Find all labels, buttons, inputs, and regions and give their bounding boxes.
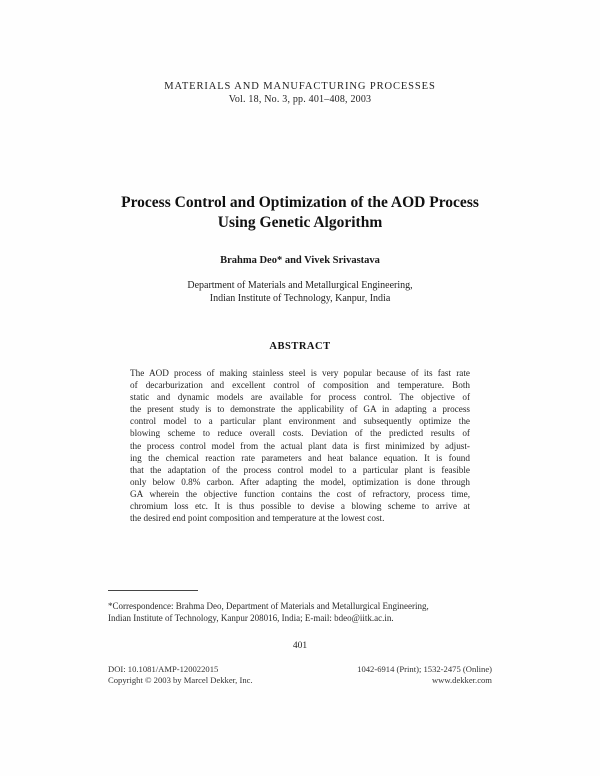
footnote-line-2: Indian Institute of Technology, Kanpur 208016, India; E-mail: bdeo@iitk.ac.in. (108, 613, 394, 623)
correspondence-footnote (108, 600, 492, 624)
article-title-line-2: Using Genetic Algorithm (217, 214, 383, 231)
affiliation-line-1: Department of Materials and Metallurgical Engineering, (187, 280, 413, 291)
abstract-line: the process control model from the actual plant data is first minimized by adjust- (130, 440, 470, 451)
journal-name: MATERIALS AND MANUFACTURING PROCESSES (164, 81, 436, 92)
article-title (0, 193, 600, 233)
abstract-line: control model to a particular plant environment and subsequently optimize the (130, 416, 470, 427)
abstract-line: that the adaptation of the process control model to a particular plant is feasible (130, 464, 470, 475)
abstract-line: of decarburization and excellent control of composition and temperature. Both (130, 380, 470, 391)
journal-volume: Vol. 18, No. 3, pp. 401–408, 2003 (228, 94, 372, 105)
abstract-line: GA wherein the objective function contains the cost of refractory, process time, (130, 488, 470, 499)
doi-block (108, 664, 253, 686)
affiliation (0, 279, 600, 305)
page-number: 401 (292, 641, 308, 651)
authors: Brahma Deo* and Vivek Srivastava (220, 255, 380, 266)
issn: 1042-6914 (Print); 1532-2475 (Online) (357, 664, 492, 674)
publisher-website: www.dekker.com (431, 675, 492, 685)
affiliation-line-2: Indian Institute of Technology, Kanpur, India (209, 293, 391, 304)
abstract-line: blowing scheme to reduce overall costs. Deviation of the predicted results of (130, 428, 470, 439)
abstract-body (130, 367, 470, 524)
footnote-line-1: *Correspondence: Brahma Deo, Department of Materials and Metallurgical Engineering, (108, 601, 429, 611)
issn-block (357, 664, 492, 686)
copyright: Copyright © 2003 by Marcel Dekker, Inc. (108, 675, 253, 685)
abstract-line: ing the chemical reaction rate parameters and heat balance equation. It is found (130, 452, 470, 463)
abstract-heading: ABSTRACT (269, 341, 331, 352)
journal-header (0, 80, 600, 106)
abstract-line: The AOD process of making stainless steel is very popular because of its fast rate (130, 368, 470, 378)
footnote-divider (108, 590, 198, 591)
abstract-line: chromium loss etc. It is thus possible to devise a blowing scheme to arrive at (130, 501, 470, 512)
article-title-line-1: Process Control and Optimization of the AOD Process (121, 194, 479, 211)
abstract-line: the desired end point composition and temperature at the lowest cost. (130, 513, 385, 524)
abstract-line: the present study is to demonstrate the applicability of GA in adapting a process (130, 404, 470, 415)
doi: DOI: 10.1081/AMP-120022015 (108, 664, 219, 674)
abstract-line: static and dynamic models are available for process control. The objective of (130, 392, 470, 403)
abstract-line: only below 0.8% carbon. After adapting the model, optimization is done through (130, 476, 470, 487)
